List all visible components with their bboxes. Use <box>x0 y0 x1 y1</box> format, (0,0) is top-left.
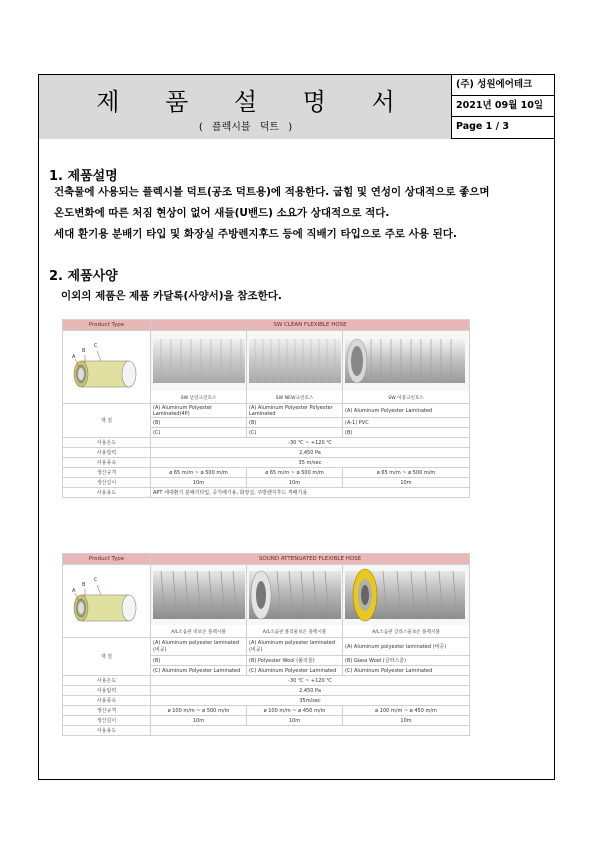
row-value: -30 ℃ ~ +120 ℃ <box>151 676 470 686</box>
row-value: 2,450 Pa <box>151 686 470 696</box>
row-label: 사용압력 <box>63 686 151 696</box>
product-photo-cell <box>343 331 470 404</box>
material-cell: (C) <box>247 428 343 438</box>
specs-intro: 이외의 제품은 제품 카달록(사양서)을 참조한다. <box>61 290 282 302</box>
description-line: 세대 환기용 분배기 타입 및 화장실 주방렌지후드 등에 직배기 타입으로 주로 사용 된다. <box>54 228 457 240</box>
material-cell: (B) <box>151 656 247 666</box>
table-heading: SOUND ATTENUATED FLEXIBLE HOSE <box>151 554 470 565</box>
row-value: 35m/sec <box>151 696 470 706</box>
product-caption: A/L소음관 비보온 플렉시블 <box>171 630 226 635</box>
product-photo-cell <box>151 331 247 404</box>
spec-table-clean-hose <box>62 319 470 498</box>
diagram-label-b: B <box>82 348 86 354</box>
product-caption: A/L소음관 글라스울보온 플렉시블 <box>372 630 440 635</box>
row-value: -30 ℃ ~ +120 ℃ <box>151 438 470 448</box>
document-date: 2021년 09월 10일 <box>452 96 554 117</box>
length-cell: 10m <box>151 716 247 726</box>
material-label: 재 질 <box>63 638 151 676</box>
row-label: 사용온도 <box>63 438 151 448</box>
product-caption: SW NEW크린호스 <box>275 396 314 401</box>
diagram-label-c: C <box>94 343 98 349</box>
polyester-insulated-hose-photo-icon <box>247 565 342 625</box>
spec-cell: ø 65 m/m ~ ø 500 m/m <box>151 468 247 478</box>
row-label: 생산규격 <box>63 468 151 478</box>
row-label: 사용용도 <box>63 726 151 736</box>
diagram-label-c: C <box>94 577 98 583</box>
material-cell: (B) Polyester Wool (폴리울) <box>247 656 343 666</box>
product-photo-cell <box>247 565 343 638</box>
product-photo-cell <box>343 565 470 638</box>
description-line: 온도변화에 따른 처짐 현상이 없어 새들(U밴드) 소요가 상대적으로 적다. <box>54 207 390 219</box>
glasswool-insulated-hose-photo-icon <box>343 565 469 625</box>
row-label: 사용온도 <box>63 676 151 686</box>
spec-cell: ø 65 m/m ~ ø 500 m/m <box>247 468 343 478</box>
hose-cross-section-diagram <box>63 565 151 638</box>
non-insulated-hose-photo-icon <box>151 565 246 625</box>
diagram-label-b: B <box>82 582 86 588</box>
material-cell: (B) Glass Wool (글라스울) <box>343 656 470 666</box>
length-cell: 10m <box>343 478 470 488</box>
product-photo-cell <box>151 565 247 638</box>
double-clean-hose-photo-icon <box>343 331 469 391</box>
row-label: 사용풍속 <box>63 458 151 468</box>
length-cell: 10m <box>151 478 247 488</box>
product-caption: SW 이중크린호스 <box>388 396 424 401</box>
material-cell: (B) <box>343 428 470 438</box>
material-cell: (A) Aluminum polyester laminated (비공) <box>247 638 343 656</box>
material-cell: (C) Aluminum Polyester Laminated <box>247 666 343 676</box>
material-label: 재 질 <box>63 404 151 438</box>
material-cell: (A) Aluminum Polyester Laminated(4P) <box>151 404 247 418</box>
material-cell: (A) Aluminum polyester laminated (비공) <box>343 638 470 656</box>
row-label: 생산길이 <box>63 716 151 726</box>
spec-table-sound-attenuated-hose <box>62 553 470 736</box>
product-type-label: Product Type <box>63 554 151 565</box>
spec-cell: ø 65 m/m ~ ø 500 m/m <box>343 468 470 478</box>
diagram-label-a: A <box>72 588 76 594</box>
material-cell: (A-1) PVC <box>343 418 470 428</box>
hose-diagram-icon <box>63 331 149 403</box>
description-line: 건축물에 사용되는 플렉시블 덕트(공조 덕트용)에 적용한다. 굽힘 및 연성이 상대적으로 좋으며 <box>54 186 490 198</box>
length-cell: 10m <box>247 716 343 726</box>
material-cell: (B) <box>247 418 343 428</box>
material-cell: (C) Aluminum Polyester Laminated <box>343 666 470 676</box>
row-value: 2,450 Pa <box>151 448 470 458</box>
spec-cell: ø 100 m/m ~ ø 500 m/m <box>151 706 247 716</box>
table-heading: SW CLEAN FLEXIBLE HOSE <box>151 320 470 331</box>
product-photo-cell <box>247 331 343 404</box>
row-label: 사용풍속 <box>63 696 151 706</box>
row-label: 생산규격 <box>63 706 151 716</box>
company-name: (주) 성원에어테크 <box>452 75 554 96</box>
hose-diagram-icon <box>63 565 149 637</box>
description-text <box>54 182 549 245</box>
length-cell: 10m <box>343 716 470 726</box>
new-clean-hose-photo-icon <box>247 331 342 391</box>
material-cell: (B) <box>151 418 247 428</box>
section-title-specs: 2. 제품사양 <box>49 269 118 284</box>
material-cell: (A) Aluminum polyester laminated (비공) <box>151 638 247 656</box>
material-cell: (C) Aluminum Polyester Laminated <box>151 666 247 676</box>
title-block <box>39 75 452 139</box>
spec-cell: ø 100 m/m ~ ø 450 m/m <box>343 706 470 716</box>
usage-cell: APT 세대환기 분배기타입, 공기배기용, 화장실, 주방렌지후드 직배기용 <box>151 488 470 498</box>
diagram-label-a: A <box>72 354 76 360</box>
row-label: 생산길이 <box>63 478 151 488</box>
material-cell: (A) Aluminum Polyester Laminated <box>343 404 470 418</box>
info-block <box>452 75 554 139</box>
product-type-label: Product Type <box>63 320 151 331</box>
usage-cell <box>151 726 470 736</box>
document-subtitle: ( 플렉시블 덕트 ) <box>198 122 293 133</box>
hose-cross-section-diagram <box>63 331 151 404</box>
spec-cell: ø 100 m/m ~ ø 450 m/m <box>247 706 343 716</box>
length-cell: 10m <box>247 478 343 488</box>
row-label: 사용용도 <box>63 488 151 498</box>
document-frame <box>38 74 555 780</box>
product-caption: A/L소음관 폴리울보온 플렉시블 <box>262 630 327 635</box>
document-header <box>39 75 554 139</box>
section-title-description: 1. 제품설명 <box>49 169 118 184</box>
material-cell: (C) <box>151 428 247 438</box>
row-value: 35 m/sec <box>151 458 470 468</box>
document-title: 제 품 설 명 서 <box>96 88 414 116</box>
product-caption: SW 난연크린호스 <box>180 396 217 401</box>
page-number: Page 1 / 3 <box>456 121 509 132</box>
row-label: 사용압력 <box>63 448 151 458</box>
material-cell: (A) Aluminum Polyester Polyester Laminated <box>247 404 343 418</box>
clean-hose-photo-icon <box>151 331 246 391</box>
